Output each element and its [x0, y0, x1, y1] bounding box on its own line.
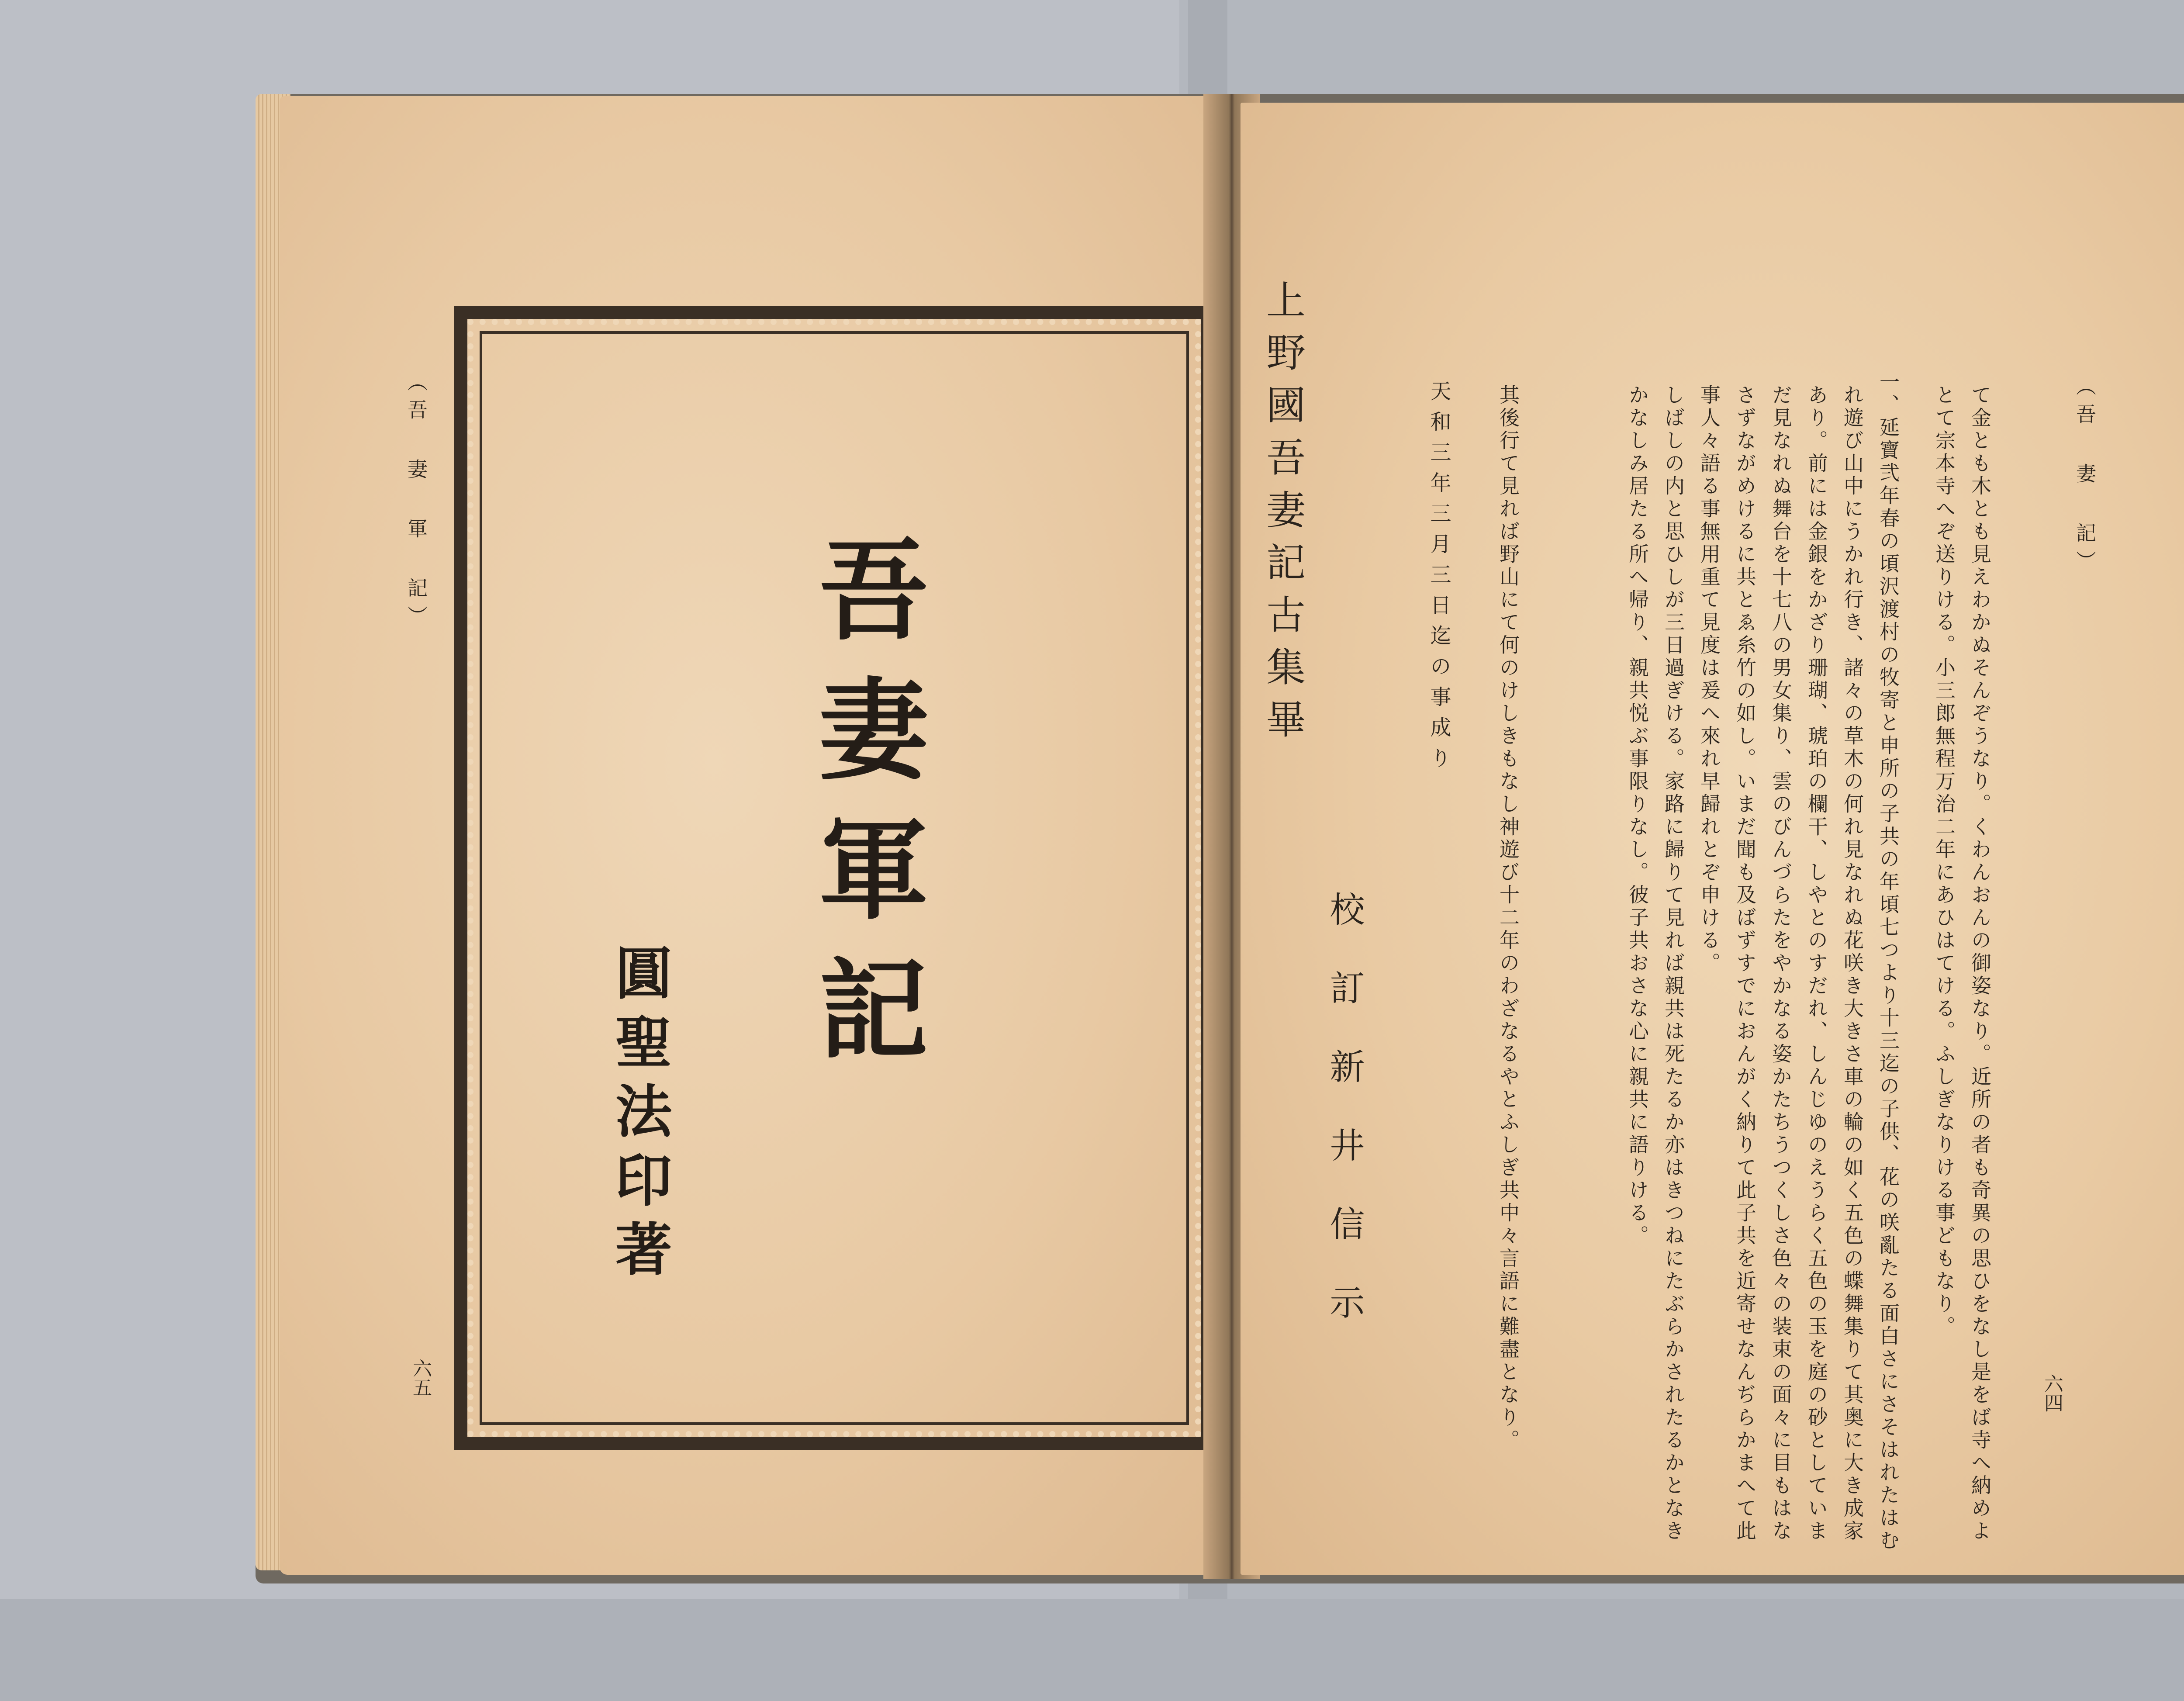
text-column: て金とも木とも見えわかぬそんぞうなり。くわんおんの御姿なり。近所の者も奇異の思ひをなし是をば寺へ納めよ — [1968, 384, 1992, 1543]
text-column: しばしの内と思ひしが三日過ぎける。家路に歸りて見れば親共は死たるか亦はきつねにたぶらかされたるかとなき — [1662, 384, 1685, 1543]
text-column: かなしみ居たる所へ帰り、親共悦ぶ事限りなし。彼子共おさな心に親共に語りける。 — [1626, 384, 1649, 1248]
text-column: れ遊び山中にうかれ行き、諸々の草木の何れ見なれぬ花咲き大きさ車の輪の如く五色の蝶舞集りて其奥に大き成家 — [1841, 384, 1864, 1543]
left-page-number: 六五 — [409, 1359, 432, 1397]
book-author: 圓聖法印著 — [606, 944, 673, 1289]
book-title: 吾妻軍記 — [801, 533, 929, 1092]
text-column: 事人々語る事無用重て見度は爰へ來れ早歸れとぞ申ける。 — [1697, 384, 1721, 975]
text-column: とて宗本寺へぞ送りける。小三郎無程万治二年にあひはてける。ふしぎなりける事どもなり。 — [1932, 384, 1956, 1338]
text-column: だ見なれぬ舞台を十七八の男女集り、雲のびんづらたをやかなる姿かたちうつくしさ色々の装束の面々に目もはな — [1769, 384, 1793, 1543]
left-running-header: （吾 妻 軍 記） — [404, 371, 428, 633]
editor-credit: 校訂新井信示 — [1324, 891, 1365, 1363]
text-column: さずながめけるに共とゑ糸竹の如し。いまだ聞も及ばずすでにおんがく納りて此子共を近寄せなんぢらかまへて此 — [1733, 384, 1757, 1543]
right-page-number: 六四 — [2041, 1374, 2063, 1412]
text-column: 一、延寶弐年春の頃沢渡村の牧寄と申所の子共の年頃七つより十三迄の子供、花の咲亂たる面白さにさそはれたはむ — [1876, 371, 1900, 1552]
series-title: 上野國吾妻記古集畢 — [1259, 280, 1305, 751]
background-bottom — [0, 1599, 2184, 1701]
text-column: 其後行て見れば野山にて何のけしきもなし神遊び十二年のわざなるやとふしぎ共中々言語に難盡となり。 — [1496, 384, 1520, 1452]
right-running-header: （吾 妻 記） — [2073, 376, 2097, 578]
completion-date: 天和三年三月三日迄の事成り — [1427, 380, 1451, 778]
text-column: あり。前には金銀をかざり珊瑚、琥珀の欄干、しやとのすだれ、しんじゆのえうらく五色の玉を庭の砂としていま — [1805, 384, 1828, 1543]
